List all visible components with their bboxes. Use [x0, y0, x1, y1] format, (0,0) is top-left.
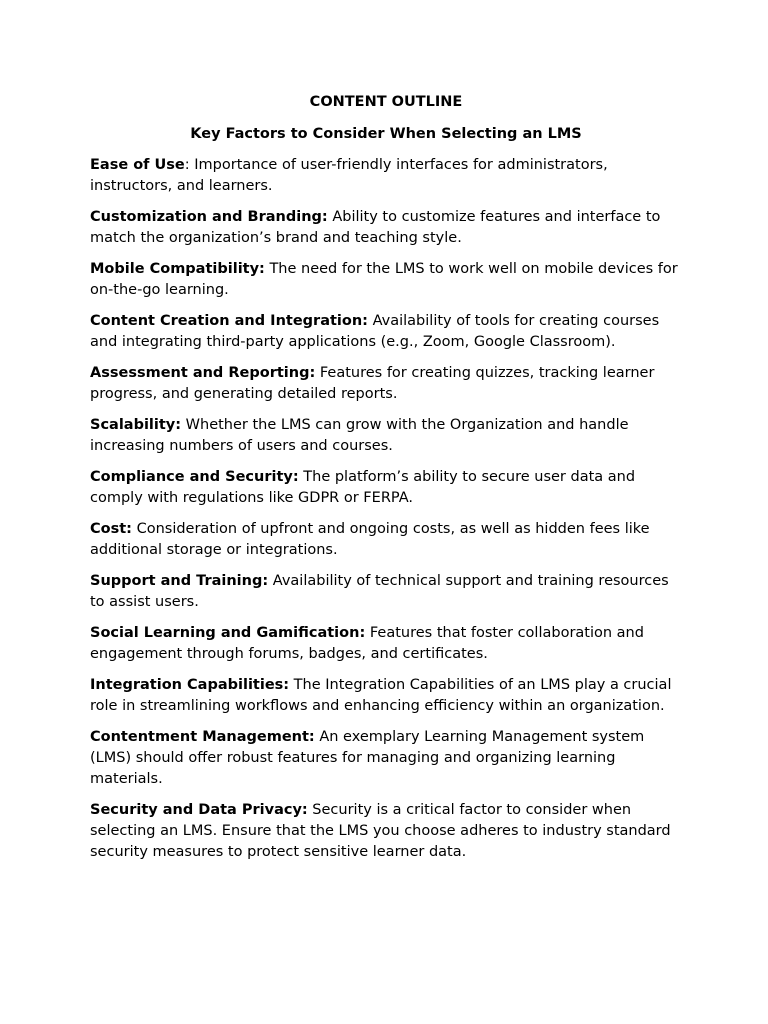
- factor-title: Security and Data Privacy:: [90, 802, 308, 818]
- factor-item: [90, 800, 682, 863]
- factor-title: Ease of Use: [90, 157, 185, 173]
- factor-text: : Importance of user-friendly interfaces for administrators, instructors, and learners.: [90, 157, 608, 194]
- factor-title: Scalability:: [90, 417, 182, 433]
- factor-title: Compliance and Security:: [90, 469, 299, 485]
- factor-text: Whether the LMS can grow with the Organization and handle increasing numbers of users and courses.: [90, 417, 629, 454]
- factor-item: [90, 623, 682, 665]
- factor-item: [90, 467, 682, 509]
- factor-title: Integration Capabilities:: [90, 677, 290, 693]
- factor-text: An exemplary Learning Management system (LMS) should offer robust features for managing and organizing learning materials.: [90, 729, 645, 787]
- factor-item: [90, 727, 682, 790]
- factor-list: [90, 155, 682, 863]
- factor-title: Cost:: [90, 521, 132, 537]
- factor-text: Features for creating quizzes, tracking learner progress, and generating detailed reports.: [90, 365, 655, 402]
- factor-title: Mobile Compatibility:: [90, 261, 265, 277]
- factor-text: Ability to customize features and interface to match the organization’s brand and teaching style.: [90, 209, 661, 246]
- factor-item: [90, 259, 682, 301]
- factor-item: [90, 207, 682, 249]
- document-page: [90, 92, 682, 873]
- factor-text: Availability of technical support and training resources to assist users.: [90, 573, 669, 610]
- factor-title: Support and Training:: [90, 573, 269, 589]
- factor-text: The need for the LMS to work well on mobile devices for on-the-go learning.: [90, 261, 678, 298]
- factor-text: Features that foster collaboration and engagement through forums, badges, and certificates.: [90, 625, 644, 662]
- factor-text: Security is a critical factor to consider when selecting an LMS. Ensure that the LMS you choose adheres to industry standard security measures to protect sensitive learner data.: [90, 802, 671, 860]
- factor-text: Availability of tools for creating courses and integrating third-party applications (e.g., Zoom, Google Classroom).: [90, 313, 660, 350]
- document-title: CONTENT OUTLINE: [309, 94, 463, 110]
- factor-item: [90, 363, 682, 405]
- factor-title: Social Learning and Gamification:: [90, 625, 366, 641]
- document-subtitle: Key Factors to Consider When Selecting an LMS: [190, 126, 582, 142]
- factor-title: Contentment Management:: [90, 729, 315, 745]
- factor-title: Content Creation and Integration:: [90, 313, 368, 329]
- factor-text: The platform’s ability to secure user data and comply with regulations like GDPR or FERPA.: [90, 469, 636, 506]
- factor-item: [90, 311, 682, 353]
- factor-text: The Integration Capabilities of an LMS play a crucial role in streamlining workflows and enhancing efficiency within an organization.: [90, 677, 672, 714]
- factor-title: Assessment and Reporting:: [90, 365, 316, 381]
- factor-item: [90, 155, 682, 197]
- factor-item: [90, 675, 682, 717]
- factor-text: Consideration of upfront and ongoing costs, as well as hidden fees like additional storage or integrations.: [90, 521, 650, 558]
- factor-item: [90, 415, 682, 457]
- factor-title: Customization and Branding:: [90, 209, 328, 225]
- factor-item: [90, 571, 682, 613]
- factor-item: [90, 519, 682, 561]
